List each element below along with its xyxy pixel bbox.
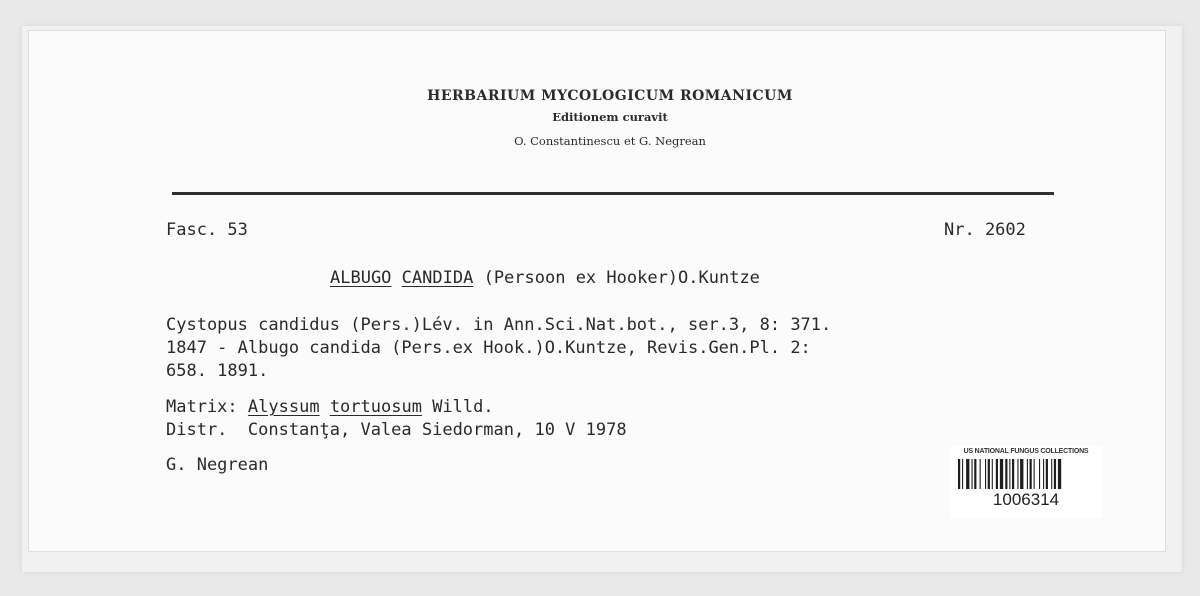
barcode-bars: [958, 459, 1094, 489]
species-epithet: CANDIDA: [401, 268, 474, 288]
matrix-epithet: tortuosum: [329, 397, 422, 417]
matrix-genus: Alyssum: [247, 397, 320, 417]
collector-name: G. Negrean: [166, 455, 269, 475]
editors-line: O. Constantinescu et G. Negrean: [514, 134, 706, 148]
synonymy-line-2: 1847 - Albugo candida (Pers.ex Hook.)O.Kuntze, Revis.Gen.Pl. 2:: [166, 338, 811, 358]
species-genus: ALBUGO: [330, 268, 392, 288]
matrix-label: Matrix:: [166, 397, 238, 417]
matrix-authority: Willd.: [432, 397, 494, 417]
synonymy-line-3: 658. 1891.: [166, 361, 269, 381]
matrix-line: [166, 397, 494, 417]
edition-line: Editionem curavit: [552, 110, 668, 124]
fascicle-number: Fasc. 53: [166, 220, 248, 240]
header-divider: [172, 192, 1054, 195]
distribution-line: Distr. Constanţa, Valea Siedorman, 10 V 1978: [166, 420, 627, 440]
species-authority: (Persoon ex Hooker)O.Kuntze: [483, 268, 760, 288]
synonymy-line-1: Cystopus candidus (Pers.)Lév. in Ann.Sci.Nat.bot., ser.3, 8: 371.: [166, 315, 832, 335]
species-name: [330, 268, 760, 288]
exsiccata-number: Nr. 2602: [944, 220, 1026, 240]
barcode-institution: US NATIONAL FUNGUS COLLECTIONS: [963, 448, 1089, 455]
herbarium-title: HERBARIUM MYCOLOGICUM ROMANICUM: [427, 88, 793, 104]
barcode-label: [950, 446, 1102, 518]
barcode-number: 1006314: [992, 490, 1060, 509]
